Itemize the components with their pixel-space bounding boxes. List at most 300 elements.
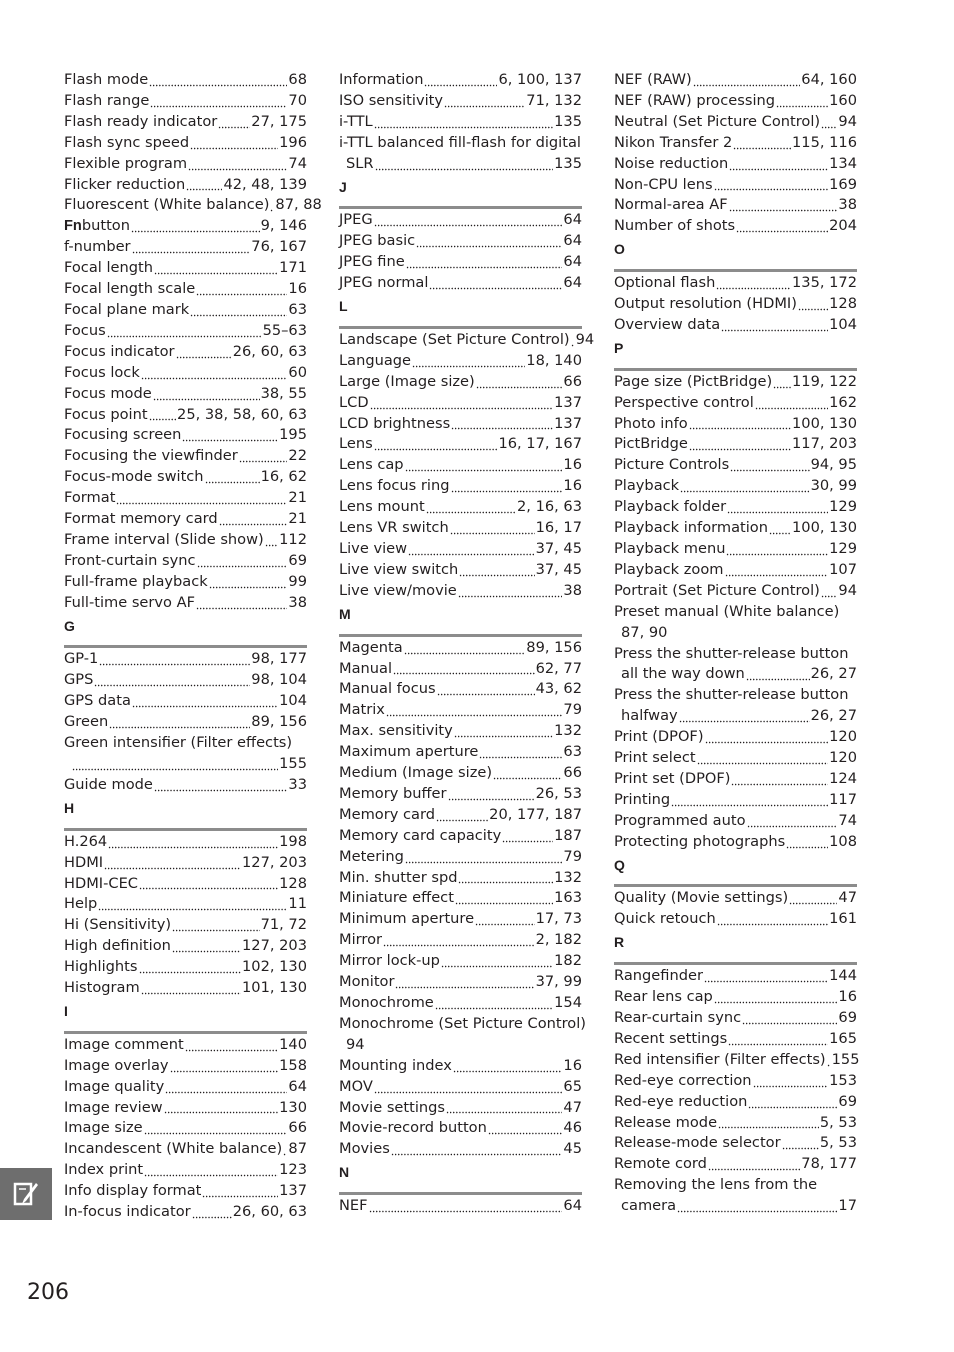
entry-pages: 5, 53: [819, 1134, 857, 1152]
index-entry: [339, 1098, 582, 1119]
leader-dots: [144, 1123, 288, 1135]
entry-term: Manual focus: [339, 680, 436, 698]
leader-dots: [202, 1186, 278, 1198]
entry-term: Playback information: [614, 519, 768, 537]
entry-pages: 163: [554, 889, 582, 907]
entry-term-continued: halfway: [621, 707, 678, 725]
entry-term: Flash range: [64, 91, 150, 109]
entry-term: ISO sensitivity: [339, 91, 444, 109]
leader-dots: [714, 992, 838, 1004]
leader-dots: [475, 914, 534, 926]
entry-term: Lens VR switch: [339, 519, 449, 537]
entry-pages: 38, 55: [260, 384, 307, 402]
index-entry: [614, 1050, 860, 1071]
entry-pages: 87, 88: [275, 196, 322, 214]
entry-pages: 16: [288, 280, 307, 298]
leader-dots: [493, 768, 562, 780]
leader-dots: [716, 278, 791, 290]
entry-term: Guide mode: [64, 775, 153, 793]
leader-dots: [149, 75, 287, 87]
entry-pages: 169: [829, 175, 857, 193]
section-rule: [614, 269, 857, 272]
leader-dots: [436, 810, 488, 822]
entry-pages: 64: [563, 274, 582, 292]
leader-dots: [374, 117, 553, 129]
leader-dots: [218, 117, 250, 129]
index-entry: [64, 649, 307, 670]
entry-pages: 140: [279, 1035, 307, 1053]
entry-term: Page size (PictBridge): [614, 372, 773, 390]
index-entry: [64, 1035, 307, 1056]
index-entry: [339, 518, 582, 539]
index-entry: [64, 342, 307, 363]
index-entry: [64, 775, 307, 796]
entry-term: f-number: [64, 238, 131, 256]
leader-dots: [571, 335, 575, 347]
entry-pages: 101, 130: [242, 979, 307, 997]
index-entry: [64, 363, 307, 384]
note-pencil-icon: [12, 1180, 40, 1208]
leader-dots: [827, 1055, 831, 1067]
section-heading: [339, 602, 582, 625]
leader-dots: [164, 1102, 279, 1114]
entry-term: Help: [64, 895, 98, 913]
index-entry: [64, 1181, 307, 1202]
index-entry: [614, 909, 857, 930]
entry-pages: 46: [563, 1119, 582, 1137]
index-column-3: [614, 70, 860, 1217]
entry-pages: 129: [829, 498, 857, 516]
index-entry: [64, 509, 307, 530]
leader-dots: [283, 1144, 287, 1156]
leader-dots: [677, 1201, 837, 1213]
entry-term: Mirror lock-up: [339, 952, 440, 970]
entry-term: Flash sync speed: [64, 133, 190, 151]
index-entry: [339, 1056, 582, 1077]
entry-pages: 124: [829, 769, 857, 787]
entry-pages: 33: [288, 775, 307, 793]
leader-dots: [154, 780, 288, 792]
leader-dots: [270, 200, 274, 212]
leader-dots: [753, 1076, 829, 1088]
index-entry: [614, 1113, 857, 1134]
index-entry: [339, 539, 582, 560]
leader-dots: [444, 96, 525, 108]
entry-pages: 102, 130: [242, 958, 307, 976]
index-entry: [614, 1071, 857, 1092]
entry-term: Rangefinder: [614, 967, 703, 985]
entry-term: Magenta: [339, 638, 403, 656]
section-rule: [64, 645, 307, 648]
index-entry: [614, 888, 857, 909]
entry-term-continued: all the way down: [621, 665, 745, 683]
entry-term: Normal-area AF: [614, 196, 728, 214]
index-entry: [339, 1139, 582, 1160]
index-entry: [614, 748, 857, 769]
index-entry: [614, 644, 857, 686]
leader-dots: [406, 257, 563, 269]
index-entry: [339, 679, 582, 700]
entry-term: Remote cord: [614, 1155, 707, 1173]
index-entry: [339, 659, 582, 680]
leader-dots: [374, 1082, 563, 1094]
entry-term: Highlights: [64, 958, 138, 976]
index-entry: [339, 784, 582, 805]
index-entry: [614, 372, 857, 393]
entry-term: LCD brightness: [339, 414, 451, 432]
entry-term: JPEG fine: [339, 253, 405, 271]
leader-dots: [718, 1117, 819, 1129]
entry-pages: 79: [563, 701, 582, 719]
entry-pages: 182: [554, 952, 582, 970]
leader-dots: [107, 326, 262, 338]
index-entry: [64, 1077, 307, 1098]
leader-dots: [239, 451, 288, 463]
entry-pages: 26, 27: [810, 707, 857, 725]
entry-term: In-focus indicator: [64, 1203, 191, 1221]
index-entry: [339, 252, 582, 273]
entry-pages: 65: [563, 1077, 582, 1095]
index-entry: [614, 455, 857, 476]
entry-term: Memory card: [339, 805, 435, 823]
entry-term: Image quality: [64, 1077, 165, 1095]
entry-pages: 137: [279, 1182, 307, 1200]
index-entry: [64, 258, 307, 279]
leader-dots: [726, 544, 828, 556]
entry-term: Memory buffer: [339, 784, 447, 802]
entry-term: Playback zoom: [614, 560, 724, 578]
leader-dots: [454, 726, 553, 738]
index-entry: [339, 434, 582, 455]
index-entry: [339, 112, 582, 133]
entry-term: Number of shots: [614, 217, 736, 235]
entry-term: Maximum aperture: [339, 743, 479, 761]
entry-pages: 26, 60, 63: [232, 1203, 307, 1221]
index-entry: [339, 497, 582, 518]
index-entry: [339, 742, 582, 763]
entry-term: Focus lock: [64, 363, 140, 381]
entry-term: Green intensifier (Filter effects): [64, 734, 293, 752]
leader-dots: [742, 1013, 837, 1025]
leader-dots: [728, 1034, 828, 1046]
entry-pages: 87, 90: [621, 623, 668, 641]
entry-term: Quick retouch: [614, 910, 716, 928]
entry-term: Focus: [64, 321, 106, 339]
entry-pages: 47: [838, 889, 857, 907]
entry-term: GP-1: [64, 650, 99, 668]
entry-pages: 20, 177, 187: [489, 805, 582, 823]
entry-term: Quality (Movie settings): [614, 889, 789, 907]
index-column-2: [339, 70, 595, 1217]
section-letter: G: [64, 617, 75, 634]
entry-pages: 26, 60, 63: [232, 342, 307, 360]
entry-pages: 94, 95: [810, 456, 857, 474]
index-entry: [339, 351, 582, 372]
entry-term: Mounting index: [339, 1056, 452, 1074]
entry-pages: 21: [288, 489, 307, 507]
section-heading: [64, 614, 307, 637]
leader-dots: [404, 643, 526, 655]
entry-pages: 71, 72: [260, 916, 307, 934]
entry-pages: 55–63: [262, 321, 307, 339]
entry-term: Minimum aperture: [339, 910, 475, 928]
entry-pages: 94: [838, 581, 857, 599]
leader-dots: [755, 398, 828, 410]
leader-dots: [450, 523, 535, 535]
index-entry: [64, 691, 307, 712]
leader-dots: [714, 179, 829, 191]
index-entry: [614, 70, 857, 91]
index-entry: [339, 231, 582, 252]
leader-dots: [441, 956, 553, 968]
entry-term: Fluorescent (White balance): [64, 196, 270, 214]
index-entry: [64, 133, 307, 154]
entry-term: Neutral (Set Picture Control): [614, 112, 821, 130]
leader-dots: [502, 831, 553, 843]
leader-dots: [190, 305, 287, 317]
entry-term: Overview data: [614, 315, 721, 333]
entry-term: Picture Controls: [614, 456, 730, 474]
leader-dots: [99, 654, 250, 666]
index-entry: [339, 930, 582, 951]
section-letter: J: [339, 178, 347, 195]
section-letter: M: [339, 605, 351, 622]
leader-dots: [416, 236, 562, 248]
entry-term: Full-frame playback: [64, 572, 208, 590]
index-entry: [614, 987, 857, 1008]
index-entry: [339, 560, 582, 581]
index-entry: [614, 434, 857, 455]
entry-term: Language: [339, 351, 412, 369]
leader-dots: [139, 962, 242, 974]
entry-pages: 17, 73: [535, 910, 582, 928]
index-entry: [339, 826, 582, 847]
entry-pages: 128: [829, 295, 857, 313]
entry-term: Lens cap: [339, 456, 404, 474]
entry-pages: 130: [279, 1098, 307, 1116]
entry-term: Print select: [614, 749, 696, 767]
entry-term: Playback: [614, 477, 680, 495]
entry-pages: 198: [279, 832, 307, 850]
index-entry: [614, 769, 857, 790]
index-entry: [614, 1175, 857, 1217]
entry-pages: 79: [563, 847, 582, 865]
entry-pages: 37, 99: [535, 973, 582, 991]
entry-term: Playback folder: [614, 498, 727, 516]
index-entry: [64, 894, 307, 915]
leader-dots: [393, 663, 535, 675]
index-entry: [614, 476, 857, 497]
entry-term: NEF (RAW): [614, 71, 692, 88]
leader-dots: [98, 899, 287, 911]
entry-term: JPEG basic: [339, 232, 416, 250]
leader-dots: [733, 138, 791, 150]
index-entry: [339, 993, 582, 1014]
leader-dots: [192, 1207, 232, 1219]
entry-term: Lens mount: [339, 498, 425, 516]
leader-dots: [408, 544, 535, 556]
index-entry: [614, 966, 857, 987]
entry-pages: 18, 140: [526, 351, 582, 369]
leader-dots: [748, 1097, 837, 1109]
entry-term: Focus point: [64, 405, 148, 423]
index-entry: [64, 1118, 307, 1139]
section-rule: [614, 368, 857, 371]
entry-term: Print (DPOF): [614, 728, 704, 746]
entry-term: Focus mode: [64, 384, 152, 402]
index-entry: [614, 790, 857, 811]
leader-dots: [671, 795, 828, 807]
section-letter: H: [64, 799, 75, 816]
entry-pages: 26, 27: [810, 665, 857, 683]
index-entry: [339, 888, 582, 909]
entry-term: Format: [64, 489, 116, 507]
leader-dots: [453, 1061, 563, 1073]
leader-dots: [209, 577, 288, 589]
entry-term: Format memory card: [64, 510, 218, 528]
index-entry: [64, 467, 307, 488]
entry-term: Release mode: [614, 1113, 718, 1131]
leader-dots: [109, 717, 250, 729]
entry-pages: 64: [563, 232, 582, 250]
entry-pages: 16, 17: [535, 519, 582, 537]
leader-dots: [188, 159, 287, 171]
leader-dots: [798, 299, 828, 311]
index-entry: [64, 593, 307, 614]
leader-dots: [153, 389, 260, 401]
entry-pages: 165: [829, 1029, 857, 1047]
entry-pages: 128: [279, 874, 307, 892]
entry-pages: 66: [563, 372, 582, 390]
entry-pages: 68: [288, 71, 307, 88]
entry-pages: 5, 53: [819, 1113, 857, 1131]
index-entry: [339, 972, 582, 993]
entry-pages: 195: [279, 426, 307, 444]
leader-dots: [721, 320, 828, 332]
entry-pages: 71, 132: [526, 91, 582, 109]
entry-term: Focal length scale: [64, 280, 196, 298]
index-entry: [64, 572, 307, 593]
entry-term: Rear lens cap: [614, 988, 713, 1006]
leader-dots: [435, 998, 553, 1010]
entry-term: Preset manual (White balance): [614, 602, 840, 620]
entry-term: Print set (DPOF): [614, 769, 731, 787]
entry-term: Green: [64, 713, 109, 731]
section-heading: [614, 930, 857, 953]
entry-term: Press the shutter-release button: [614, 686, 849, 704]
index-entry: [614, 581, 857, 602]
leader-dots: [782, 1138, 819, 1150]
entry-term: Memory card capacity: [339, 826, 502, 844]
index-entry: [64, 1202, 307, 1223]
index-entry: [614, 1133, 857, 1154]
entry-term: Front-curtain sync: [64, 551, 196, 569]
index-entry: [614, 1092, 857, 1113]
leader-dots: [405, 460, 563, 472]
entry-term: High definition: [64, 937, 171, 955]
index-entry: [339, 70, 582, 91]
entry-pages: 16, 62: [260, 468, 307, 486]
entry-pages: 98, 104: [251, 671, 307, 689]
entry-pages: 47: [563, 1098, 582, 1116]
entry-term: Frame interval (Slide show): [64, 530, 264, 548]
leader-dots: [731, 774, 828, 786]
entry-term: Flicker reduction: [64, 175, 186, 193]
leader-dots: [116, 493, 287, 505]
entry-pages: 171: [279, 259, 307, 277]
leader-dots: [769, 523, 791, 535]
leader-dots: [205, 472, 260, 484]
entry-term: Red intensifier (Filter effects): [614, 1050, 826, 1068]
leader-dots: [197, 556, 288, 568]
entry-pages: 160: [829, 91, 857, 109]
index-entry: [339, 909, 582, 930]
entry-pages: 135, 172: [792, 274, 857, 292]
index-entry: [614, 154, 857, 175]
entry-pages: 94: [346, 1035, 365, 1053]
index-entry: [64, 195, 322, 216]
leader-dots: [776, 96, 828, 108]
index-entry: [614, 727, 857, 748]
entry-term: NEF (RAW) processing: [614, 91, 776, 109]
leader-dots: [479, 747, 562, 759]
entry-term: Miniature effect: [339, 889, 454, 907]
entry-pages: 94: [838, 112, 857, 130]
entry-pages: 137: [554, 393, 582, 411]
entry-pages: 104: [829, 315, 857, 333]
entry-term: Photo info: [614, 414, 688, 432]
entry-term: Programmed auto: [614, 811, 746, 829]
index-entry: [64, 216, 307, 237]
entry-term: Matrix: [339, 701, 385, 719]
leader-dots: [689, 418, 791, 430]
entry-term: Focus-mode switch: [64, 468, 204, 486]
leader-dots: [773, 377, 791, 389]
leader-dots: [697, 753, 829, 765]
index-entry: [64, 670, 307, 691]
entry-term: Large (Image size): [339, 372, 475, 390]
leader-dots: [821, 586, 838, 598]
leader-dots: [725, 565, 829, 577]
index-entry: [339, 638, 582, 659]
entry-pages: 115, 116: [792, 133, 857, 151]
index-entry: [339, 1196, 582, 1217]
entry-term: Movie settings: [339, 1098, 446, 1116]
entry-term: Live view switch: [339, 560, 459, 578]
index-entry: [64, 551, 307, 572]
leader-dots: [693, 75, 801, 87]
leader-dots: [789, 893, 837, 905]
entry-pages: 78, 177: [801, 1155, 857, 1173]
entry-term: Landscape (Set Picture Control): [339, 330, 570, 348]
entry-term-continued: SLR: [346, 154, 374, 172]
entry-term: Press the shutter-release button: [614, 644, 849, 662]
entry-pages: 144: [829, 967, 857, 985]
leader-dots: [104, 858, 241, 870]
entry-pages: 16: [563, 1056, 582, 1074]
index-entry: [64, 1139, 307, 1160]
entry-pages: 196: [279, 133, 307, 151]
entry-pages: 76, 167: [251, 238, 307, 256]
entry-pages: 89, 156: [526, 638, 582, 656]
index-entry: [64, 1160, 307, 1181]
index-entry: [614, 811, 857, 832]
index-entry: [614, 518, 857, 539]
entry-term: JPEG normal: [339, 274, 429, 292]
leader-dots: [746, 669, 810, 681]
section-rule: [64, 828, 307, 831]
entry-pages: 112: [279, 530, 307, 548]
